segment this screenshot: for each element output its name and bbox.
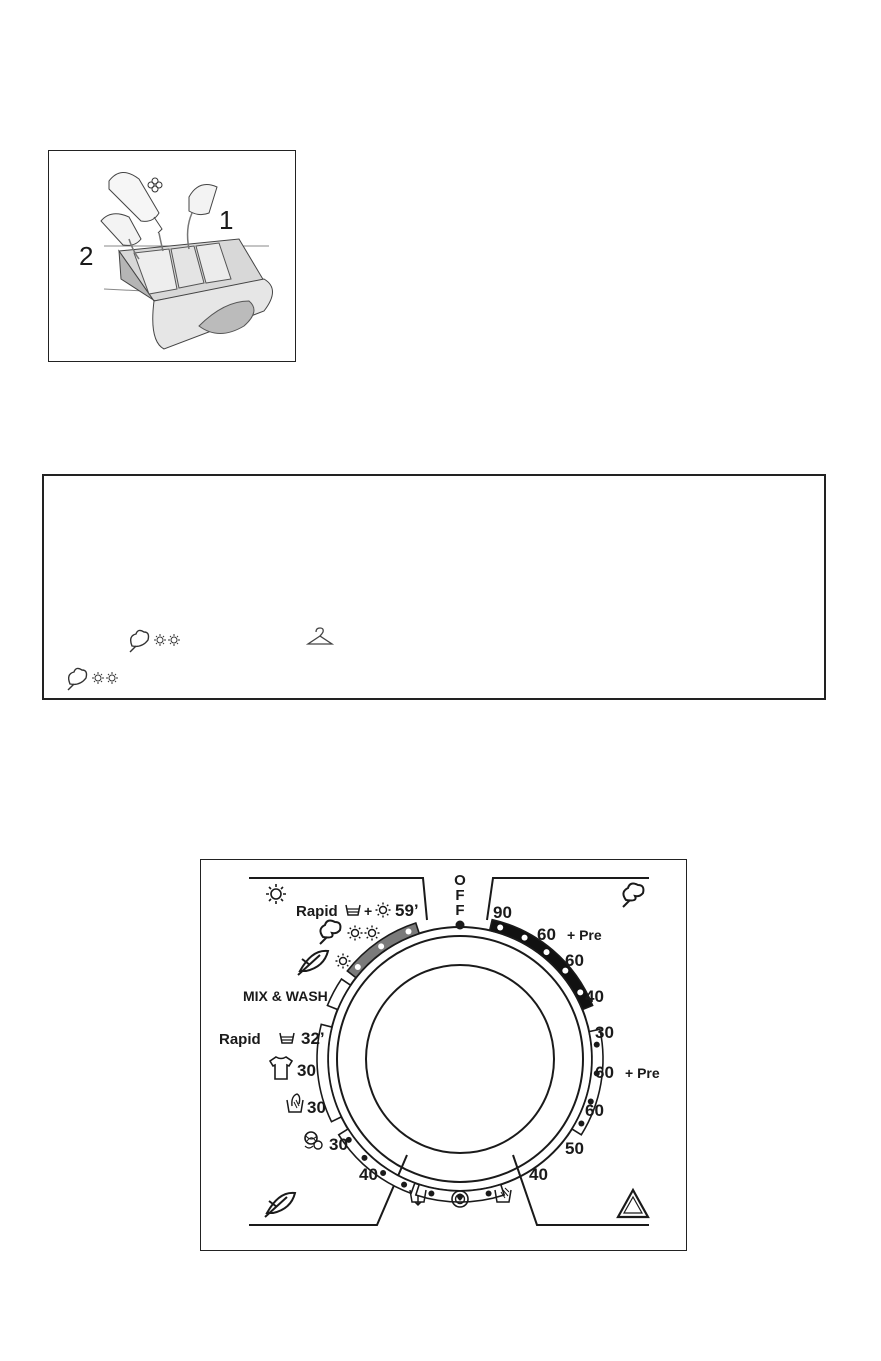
compartment-1-label: 1 xyxy=(219,205,234,235)
cotton-temp-60[interactable]: 60 xyxy=(565,951,584,970)
svg-text:30: 30 xyxy=(307,1098,326,1117)
synthetics-pre-label[interactable]: + Pre xyxy=(625,1065,660,1081)
tub-icon xyxy=(280,1033,294,1043)
cotton-dot xyxy=(544,949,550,955)
svg-text:Rapid: Rapid xyxy=(219,1031,261,1048)
cotton-eco-icon xyxy=(130,630,180,652)
handwash-icon xyxy=(287,1094,303,1112)
programme-mix-and-wash[interactable]: MIX & WASH xyxy=(243,988,328,1004)
off-position-dot xyxy=(456,921,465,930)
feather-icon xyxy=(298,951,328,975)
bottom-dot xyxy=(428,1190,434,1196)
cotton-temp-30[interactable]: 30 xyxy=(595,1023,614,1042)
cotton-temp-60[interactable]: 60 xyxy=(537,925,556,944)
off-letter-o: O xyxy=(454,872,466,889)
sun-icon xyxy=(336,954,351,969)
sun-icon xyxy=(348,926,363,941)
delicates-dot xyxy=(361,1155,367,1161)
programme-delicates-eco[interactable] xyxy=(298,951,351,975)
sun-icon xyxy=(266,884,286,904)
bottom-dot xyxy=(486,1190,492,1196)
eco-dot xyxy=(405,929,411,935)
svg-text:30: 30 xyxy=(297,1061,316,1080)
sun-icon xyxy=(376,903,391,918)
cotton-icon xyxy=(623,884,643,907)
programme-cotton-eco[interactable] xyxy=(320,921,380,944)
programme-handwash-30[interactable] xyxy=(287,1094,326,1117)
note-box xyxy=(42,474,826,700)
synthetics-dot xyxy=(578,1121,584,1127)
svg-text:30: 30 xyxy=(329,1135,348,1154)
mix-wash-dot xyxy=(336,991,342,997)
programme-dial[interactable] xyxy=(201,860,688,1252)
warning-triangle-icon xyxy=(618,1190,648,1217)
svg-text:59’: 59’ xyxy=(395,901,419,920)
hanger-icon xyxy=(308,628,332,644)
synthetics-temp-50[interactable]: 50 xyxy=(565,1139,584,1158)
synthetics-temp-60[interactable]: 60 xyxy=(585,1101,604,1120)
feather-icon xyxy=(265,1193,295,1217)
delicates-dot xyxy=(380,1170,386,1176)
cotton-pre-label[interactable]: + Pre xyxy=(567,927,602,943)
dispenser-illustration xyxy=(49,151,297,363)
tub-icon xyxy=(346,905,360,915)
svg-text:32’: 32’ xyxy=(301,1029,325,1048)
shirt-icon xyxy=(270,1057,292,1079)
eco-dot xyxy=(378,943,384,949)
synthetics-temp-60[interactable]: 60 xyxy=(595,1063,614,1082)
detergent-dispenser-figure xyxy=(48,150,296,362)
wool-icon xyxy=(305,1132,322,1149)
svg-text:Rapid: Rapid xyxy=(296,903,338,920)
cotton-dot xyxy=(577,989,583,995)
off-label xyxy=(454,872,466,919)
special-dot xyxy=(328,1103,334,1109)
cotton-temp-40[interactable]: 40 xyxy=(585,987,604,1006)
synthetics-temp-40[interactable]: 40 xyxy=(529,1165,548,1184)
programme-rapid-59[interactable] xyxy=(296,901,419,920)
cotton-temp-90[interactable]: 90 xyxy=(493,903,512,922)
programme-dial-panel xyxy=(200,859,687,1251)
cotton-icon xyxy=(320,921,340,944)
cotton-dot xyxy=(497,925,503,931)
synthetics-dot xyxy=(594,1042,600,1048)
cotton-dot xyxy=(522,935,528,941)
svg-text:+: + xyxy=(364,903,373,919)
delicates-dot xyxy=(401,1182,407,1188)
off-letter-f: F xyxy=(455,887,465,904)
flower-icon xyxy=(148,178,162,192)
programme-rapid-32[interactable] xyxy=(219,1029,325,1048)
off-letter-f: F xyxy=(455,902,465,919)
sun-icon xyxy=(365,926,380,941)
programme-shirts-30[interactable] xyxy=(270,1057,316,1080)
eco-dot xyxy=(355,964,361,970)
programme-wool-30[interactable] xyxy=(305,1132,348,1154)
programme-delicates-40[interactable]: 40 xyxy=(359,1165,378,1184)
compartment-2-label: 2 xyxy=(79,241,94,271)
cotton-eco-icon xyxy=(68,668,118,690)
